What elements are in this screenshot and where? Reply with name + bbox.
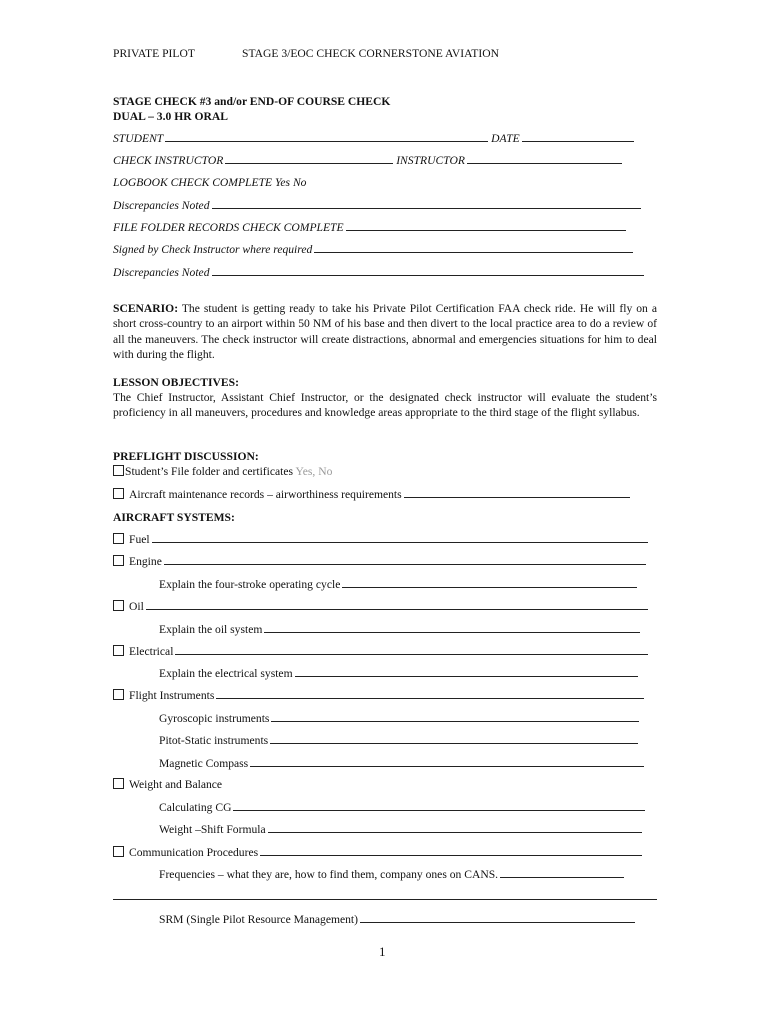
magnetic-compass-line[interactable]: [250, 756, 644, 767]
electrical-label: Electrical: [129, 645, 174, 658]
communication-label: Communication Procedures: [129, 846, 259, 859]
objectives-text: The Chief Instructor, Assistant Chief Instructor, or the designated check instructor will evaluate the student’s proficiency in all maneuvers, procedures and knowledge areas appropriate to the third stage of the flight syllabus.: [113, 391, 657, 420]
system-oil: [113, 599, 648, 614]
discrepancies-line-2[interactable]: [212, 265, 644, 276]
calculating-cg-line[interactable]: [233, 800, 645, 811]
electrical-sub: [159, 666, 638, 681]
srm-row: [159, 912, 635, 927]
checkbox[interactable]: [113, 600, 124, 611]
checkbox[interactable]: [113, 555, 124, 566]
electrical-line[interactable]: [175, 644, 648, 655]
system-communication: [113, 845, 642, 860]
calculating-cg-label: Calculating CG: [159, 801, 232, 814]
checkbox[interactable]: [113, 846, 124, 857]
scenario-text: The student is getting ready to take his Private Pilot Certification FAA check ride. He will fly on a short cross-country to an airport within 50 NM of his base and then divert to the local practice area to do a review of all the maneuvers. The check instructor will create distractions, abnormal and emergencies situations for him to deal with during the flight.: [113, 302, 657, 362]
scenario-label: SCENARIO:: [113, 302, 179, 315]
weight-shift-line[interactable]: [268, 822, 642, 833]
title-line-2: DUAL – 3.0 HR ORAL: [113, 110, 228, 123]
electrical-sub-label: Explain the electrical system: [159, 667, 293, 680]
instructor-row: [113, 153, 622, 168]
discrepancies-label-2: Discrepancies Noted: [113, 266, 210, 279]
preflight-item-2-label: Aircraft maintenance records – airworthiness requirements: [129, 488, 402, 501]
pitot-static-row: [159, 733, 638, 748]
system-fuel: [113, 532, 648, 547]
system-electrical: [113, 644, 648, 659]
preflight-label: PREFLIGHT DISCUSSION:: [113, 450, 259, 463]
discrepancies-row-2: [113, 265, 644, 280]
file-folder-row: [113, 220, 626, 235]
oil-sub-line[interactable]: [264, 622, 640, 633]
date-line[interactable]: [522, 131, 634, 142]
engine-sub-label: Explain the four-stroke operating cycle: [159, 578, 341, 591]
preflight-item-1: [113, 465, 332, 479]
check-instructor-line[interactable]: [225, 153, 393, 164]
system-engine: [113, 554, 646, 569]
checkbox[interactable]: [113, 465, 124, 476]
preflight-item-1-label: Student’s File folder and certificates: [125, 465, 294, 478]
gyroscopic-label: Gyroscopic instruments: [159, 712, 270, 725]
oil-sub: [159, 622, 640, 637]
weight-shift-row: [159, 822, 642, 837]
student-line[interactable]: [165, 131, 488, 142]
student-label: STUDENT: [113, 132, 164, 145]
date-label: DATE: [491, 132, 520, 145]
fuel-label: Fuel: [129, 533, 150, 546]
header-left: PRIVATE PILOT: [113, 47, 195, 60]
preflight-item-1-options: Yes, No: [295, 465, 333, 478]
magnetic-compass-label: Magnetic Compass: [159, 757, 249, 770]
signed-line[interactable]: [314, 242, 633, 253]
system-flight-instruments: [113, 688, 644, 703]
discrepancies-label-1: Discrepancies Noted: [113, 199, 210, 212]
flight-instruments-line[interactable]: [216, 688, 644, 699]
checkbox[interactable]: [113, 778, 124, 789]
instructor-line[interactable]: [467, 153, 622, 164]
electrical-sub-line[interactable]: [295, 666, 638, 677]
logbook-check: LOGBOOK CHECK COMPLETE Yes No: [113, 176, 307, 189]
check-instructor-label: CHECK INSTRUCTOR: [113, 154, 224, 167]
gyroscopic-row: [159, 711, 639, 726]
system-weight-balance: [113, 778, 222, 792]
pitot-static-label: Pitot-Static instruments: [159, 734, 269, 747]
srm-label: SRM (Single Pilot Resource Management): [159, 913, 359, 926]
file-folder-label: FILE FOLDER RECORDS CHECK COMPLETE: [113, 221, 344, 234]
weight-balance-label: Weight and Balance: [129, 778, 223, 791]
magnetic-compass-row: [159, 756, 644, 771]
objectives-label: LESSON OBJECTIVES:: [113, 376, 239, 389]
systems-label: AIRCRAFT SYSTEMS:: [113, 511, 235, 524]
engine-line[interactable]: [164, 554, 646, 565]
oil-label: Oil: [129, 600, 144, 613]
discrepancies-row-1: [113, 198, 641, 213]
checkbox[interactable]: [113, 689, 124, 700]
discrepancies-line-1[interactable]: [212, 198, 641, 209]
pitot-static-line[interactable]: [270, 733, 638, 744]
calculating-cg-row: [159, 800, 645, 815]
communication-line[interactable]: [260, 845, 642, 856]
srm-line[interactable]: [360, 912, 635, 923]
engine-label: Engine: [129, 555, 162, 568]
instructor-label: INSTRUCTOR: [396, 154, 465, 167]
engine-sub: [159, 577, 637, 592]
oil-line[interactable]: [146, 599, 648, 610]
page-number: 1: [379, 944, 386, 959]
scenario-paragraph: [113, 301, 657, 363]
weight-shift-label: Weight –Shift Formula: [159, 823, 266, 836]
frequencies-line[interactable]: [500, 867, 624, 878]
title-line-1: STAGE CHECK #3 and/or END-OF COURSE CHECK: [113, 95, 391, 108]
file-folder-line[interactable]: [346, 220, 626, 231]
preflight-item-2: [113, 487, 630, 502]
frequencies-label: Frequencies – what they are, how to find them, company ones on CANS.: [159, 868, 499, 881]
flight-instruments-label: Flight Instruments: [129, 689, 215, 702]
preflight-item-2-line[interactable]: [404, 487, 630, 498]
checkbox[interactable]: [113, 645, 124, 656]
student-row: [113, 131, 634, 146]
checkbox[interactable]: [113, 488, 124, 499]
engine-sub-line[interactable]: [342, 577, 637, 588]
signed-label: Signed by Check Instructor where required: [113, 243, 313, 256]
checkbox[interactable]: [113, 533, 124, 544]
full-width-line[interactable]: [113, 899, 657, 900]
signed-row: [113, 242, 633, 257]
fuel-line[interactable]: [152, 532, 648, 543]
header-right: STAGE 3/EOC CHECK CORNERSTONE AVIATION: [242, 47, 499, 60]
gyroscopic-line[interactable]: [271, 711, 639, 722]
oil-sub-label: Explain the oil system: [159, 623, 263, 636]
frequencies-row: [159, 867, 624, 882]
